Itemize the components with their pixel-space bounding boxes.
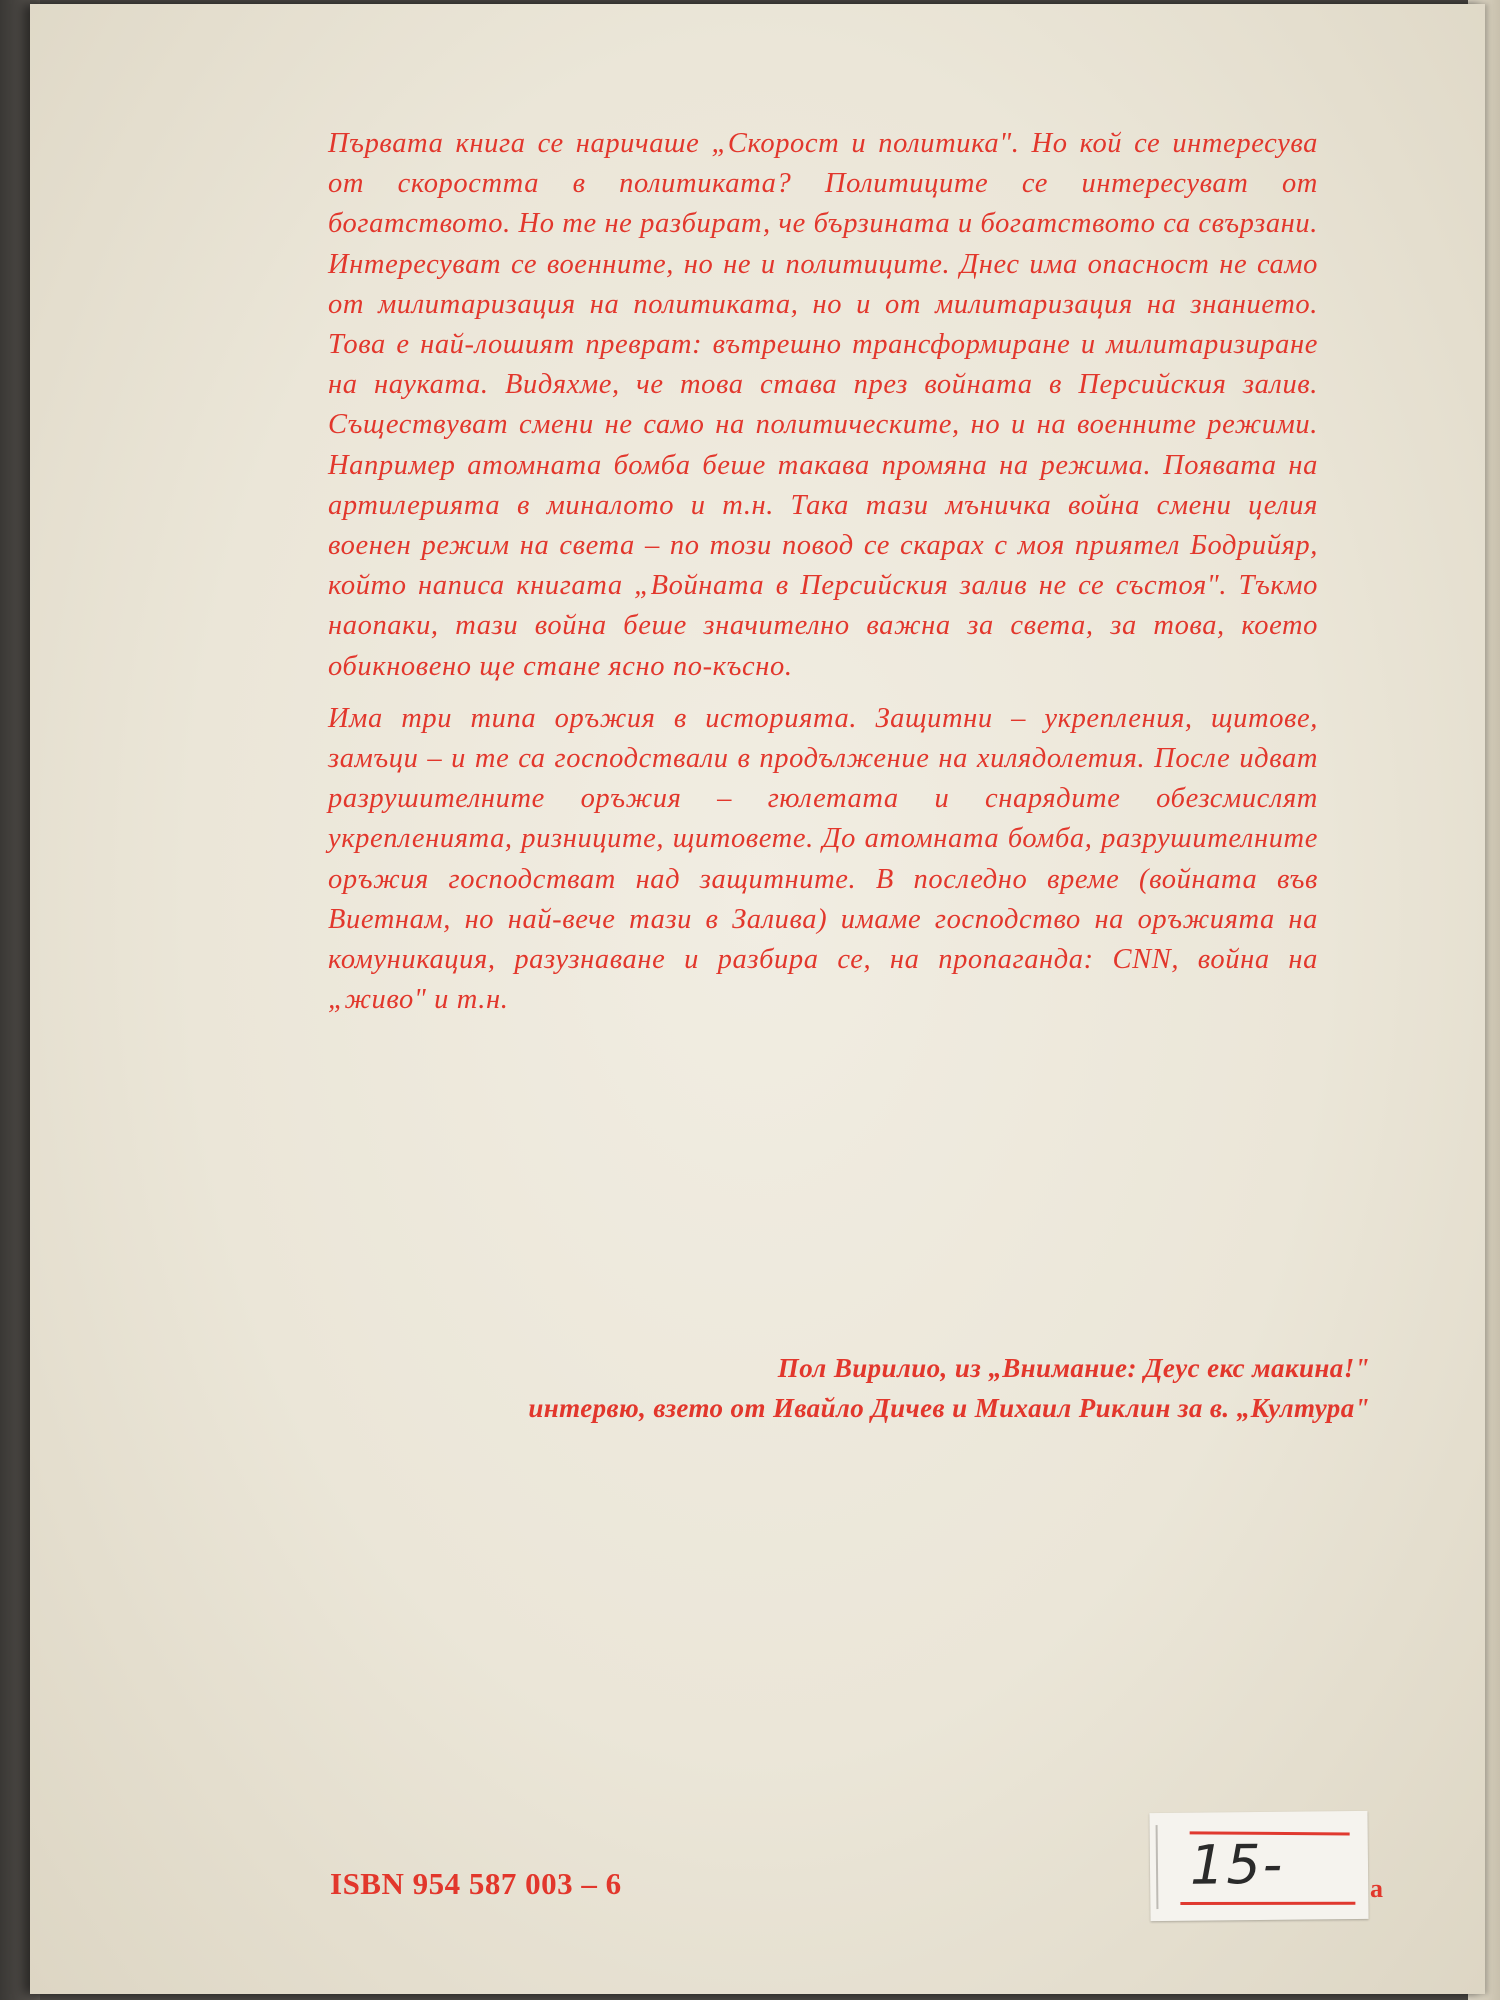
quote-text: [328, 124, 1318, 1020]
book-back-cover: [30, 4, 1485, 1994]
attribution-line-1: Пол Вирилио, из „Внимание: Деус екс макина!": [777, 1353, 1370, 1383]
sticker-underline-bottom: [1180, 1902, 1355, 1905]
isbn-number: ISBN 954 587 003 – 6: [330, 1866, 622, 1901]
attribution-line-2: интервю, взето от Ивайло Дичев и Михаил Риклин за в. „Култура": [528, 1393, 1370, 1423]
quote-paragraph-1: Първата книга се наричаше „Скорост и политика". Но кой се интересува от скоростта в политиката? Политиците се интересуват от богатството. Но те не разбират, че бързината и богатството са свързани. Интересуват се военните, но не и политиците. Днес има опасност не само от милитаризация на политиката, но и от милитаризация на знанието. Това е най-лошият преврат: вътрешно трансформиране и милитаризиране на науката. Видяхме, че това става през войната в Персийския залив. Съществуват смени не само на политическите, но и на военните режими. Например атомната бомба беше такава промяна на режима. Появата на артилерията в миналото и т.н. Така тази мъничка война смени целия военен режим на света – по този повод се скарах с моя приятел Бодрийяр, който написа книгата „Войната в Персийския залив не се състоя". Тъкмо наопаки, тази война беше значително важна за света, за това, което обикновено ще стане ясно по-късно.: [328, 128, 1318, 682]
edge-letter: а: [1370, 1874, 1383, 1903]
handwritten-price: 15-: [1189, 1832, 1285, 1897]
attribution: [150, 1348, 1370, 1428]
price-sticker: [1149, 1811, 1368, 1921]
quote-paragraph-2: Има три типа оръжия в историята. Защитни – укрепления, щитове, замъци – и те са господствали в продължение на хилядолетия. После идват разрушителните оръжия – гюлетата и снарядите обезсмислят укрепленията, ризниците, щитовете. До атомната бомба, разрушителните оръжия господстват над защитните. В последно време (войната във Виетнам, но най-вече тази в Залива) имаме господство на оръжията на комуникация, разузнаване и разбира се, на пропаганда: CNN, война на „живо" и т.н.: [328, 702, 1318, 1016]
sticker-edge: [1156, 1825, 1159, 1909]
